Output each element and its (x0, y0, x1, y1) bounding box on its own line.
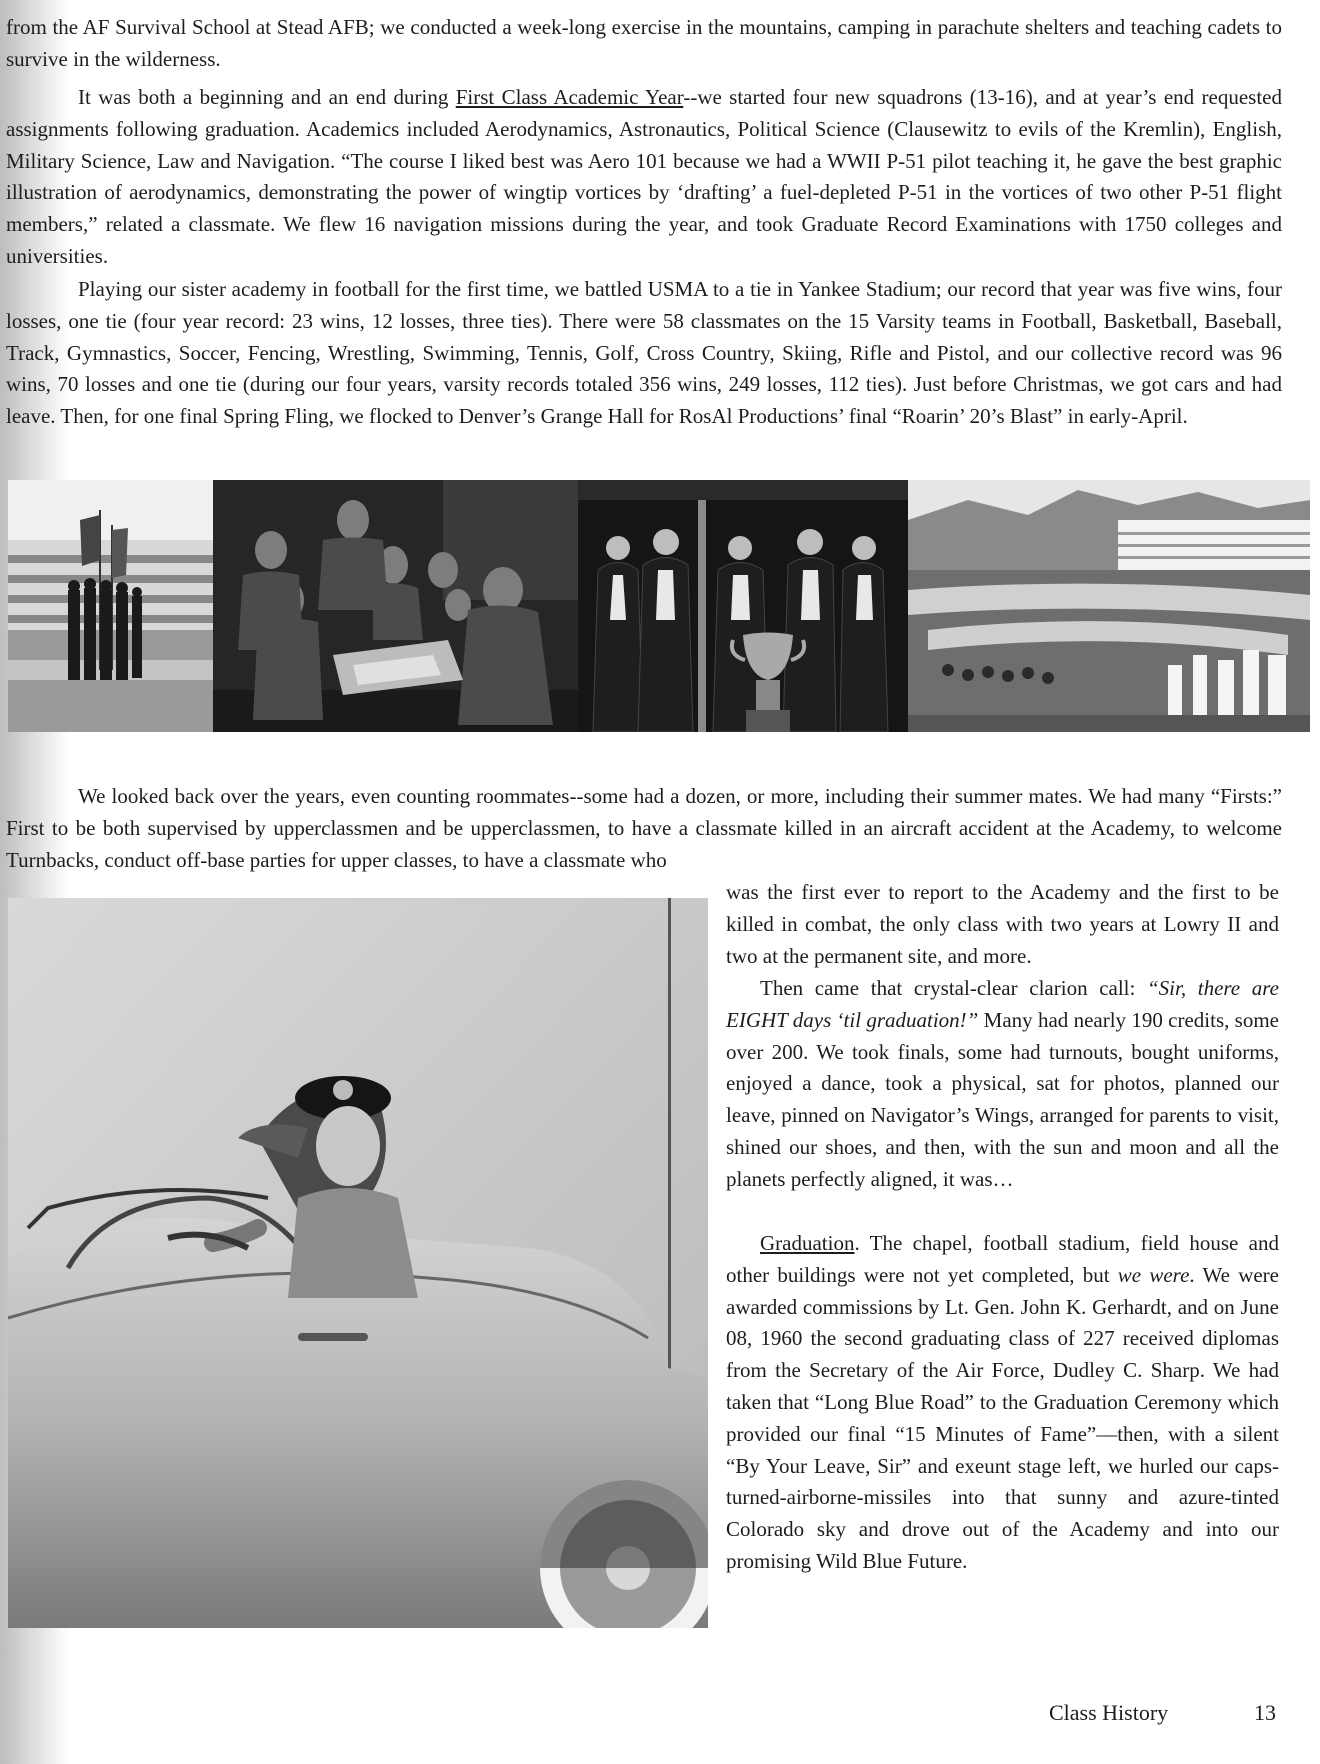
graduation-heading: Graduation (760, 1231, 855, 1255)
paragraph-text: It was both a beginning and an end during (78, 85, 456, 109)
column-paragraph-graduation (726, 1228, 1279, 1578)
photo-corvette-graduate (8, 898, 708, 1628)
photo-graduation-field (908, 480, 1310, 732)
we-were-emphasis: we were (1117, 1262, 1190, 1287)
clarion-call-quote: “Sir, there are EIGHT days ‘til graduation!” (726, 976, 1279, 1032)
paragraph-first-class-year (6, 82, 1282, 273)
paragraph-text: . We were awarded commissions by Lt. Gen. John K. Gerhardt, and on June 08, 1960 the second graduating class of 227 received diplomas from the Secretary of the Air Force, Dudley C. Sharp. We had taken that “Long Blue Road” to the Graduation Ceremony which provided our final “15 Minutes of Fame”—then, with a silent “By Your Leave, Sir” and exeunt stage left, we hurled our caps-turned-airborne-missiles into that sunny and azure-tinted Colorado sky and drove out of the Academy and into our promising Wild Blue Future. (726, 1262, 1279, 1573)
first-class-year-heading: First Class Academic Year (455, 85, 684, 109)
paragraph-text: was the first ever to report to the Academy and the first to be killed in combat, the only class with two years at Lowry II and two at the permanent site, and more. (726, 880, 1279, 968)
photo-formal-trophy (578, 480, 908, 732)
paragraph-text: --we started four new squadrons (13-16), and at year’s end requested assignments following graduation. Academics included Aerodynamics, Astronautics, Political Science (Clausewitz to evils of the Kremlin), English, Military Science, Law and Navigation. “The course I liked best was Aero 101 because we had a WWII P-51 pilot teaching it, he gave the best graphic illustration of aerodynamics, demonstrating the power of wingtip vortices by ‘drafting’ a fuel-depleted P-51 in the vortices of two other P-51 flight members,” related a classmate. We flew 16 navigation missions during the year, and took Graduate Record Examinations with 1750 colleges and universities. (6, 85, 1282, 268)
page-number: 13 (1254, 1700, 1276, 1725)
footer-section-label: Class History (1049, 1700, 1169, 1725)
paragraph-text: from the AF Survival School at Stead AFB; we conducted a week-long exercise in the mountains, camping in parachute shelters and teaching cadets to survive in the wilderness. (6, 15, 1282, 71)
photo-strip (8, 480, 1310, 732)
paragraph-text: Playing our sister academy in football for the first time, we battled USMA to a tie in Yankee Stadium; our record that year was five wins, four losses, one tie (four year record: 23 wins, 12 losses, three ties). There were 58 classmates on the 15 Varsity teams in Football, Basketball, Baseball, Track, Gymnastics, Soccer, Fencing, Wrestling, Swimming, Tennis, Golf, Cross Country, Skiing, Rifle and Pistol, and our collective record was 96 wins, 70 losses and one tie (during our four years, varsity records totaled 356 wins, 249 losses, 112 ties). Just before Christmas, we got cars and had leave. Then, for one final Spring Fling, we flocked to Denver’s Grange Hall for RosAl Productions’ final “Roarin’ 20’s Blast” in early-April. (6, 277, 1282, 429)
photo-flag-parade (8, 480, 213, 732)
column-paragraph-firsts-cont (726, 877, 1279, 972)
paragraph-firsts (6, 781, 1282, 876)
paragraph-survival-school (6, 12, 1282, 76)
photo-cadets-flight-suits (213, 480, 578, 732)
paragraph-text: Many had nearly 190 credits, some over 200. We took finals, some had turnouts, bought uniforms, enjoyed a dance, took a physical, sat for photos, planned our leave, pinned on Navigator’s Wings, arranged for parents to visit, shined our shoes, and then, with the sun and moon and all the planets perfectly aligned, it was… (726, 1007, 1279, 1191)
paragraph-sports (6, 274, 1282, 433)
paragraph-text: We looked back over the years, even counting roommates--some had a dozen, or more, including their summer mates. We had many “Firsts:” First to be both supervised by upperclassmen and be upperclassmen, to have a classmate killed in an aircraft accident at the Academy, to welcome Turnbacks, conduct off-base parties for upper classes, to have a classmate who (6, 784, 1282, 872)
column-paragraph-eight-days (726, 973, 1279, 1196)
paragraph-text: . The chapel, football stadium, field house and other buildings were not yet completed, but (726, 1231, 1279, 1287)
paragraph-text: Then came that crystal-clear clarion call: (760, 976, 1147, 1000)
